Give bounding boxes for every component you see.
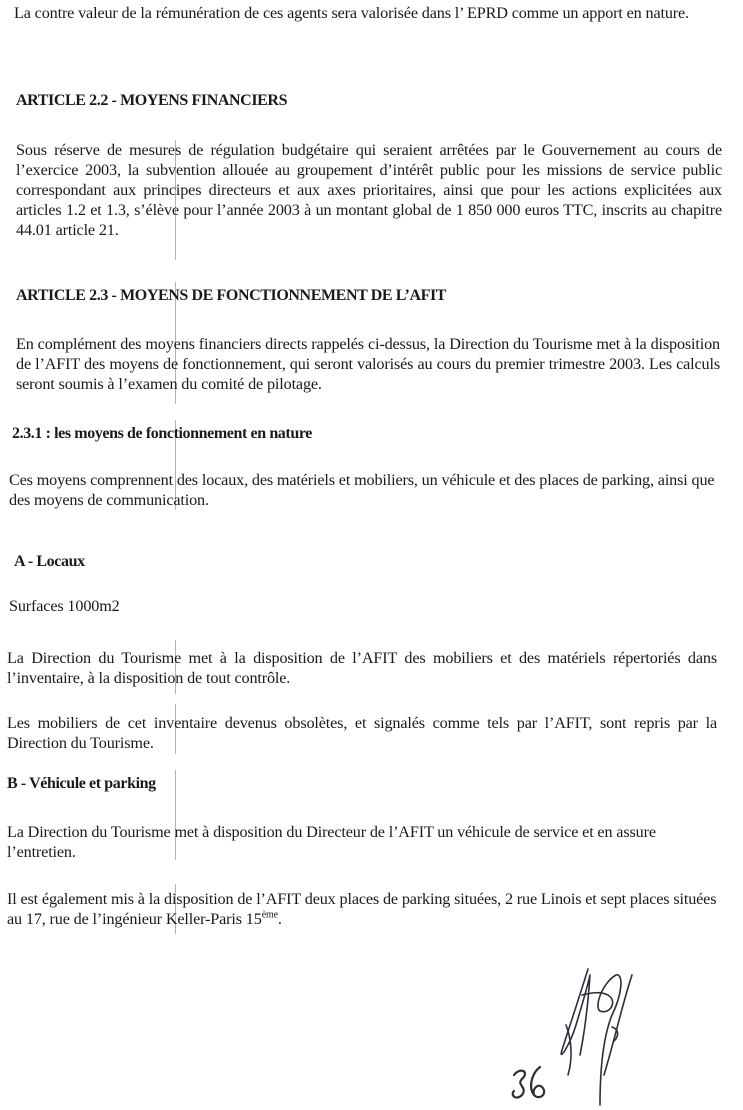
article-2-3-heading: ARTICLE 2.3 - MOYENS DE FONCTIONNEMENT DE L’AFIT <box>16 287 447 304</box>
intro-paragraph: La contre valeur de la rémunération de ces agents sera valorisée dans l’ EPRD comme un apport en nature. <box>14 4 689 22</box>
surfaces-text: Surfaces 1000m2 <box>9 597 120 615</box>
ordinal-suffix: ème <box>261 909 278 921</box>
signature-stroke <box>566 1025 571 1075</box>
page-number-handwritten <box>513 1067 544 1098</box>
parking-text: Il est également mis à la disposition de l’AFIT deux places de parking situées, 2 rue Linois et sept places situées au 17, rue de l’ingénieur Keller-Paris 15 <box>7 890 717 928</box>
signature-stroke <box>561 969 590 1055</box>
article-2-2-heading: ARTICLE 2.2 - MOYENS FINANCIERS <box>16 92 288 109</box>
parking-text-end: . <box>277 910 282 928</box>
section-a-paragraph-1: La Direction du Tourisme met à la disposition de l’AFIT des mobiliers et des matériels répertoriés dans l’inventaire, à la disposition de tout contrôle. <box>7 649 717 687</box>
article-2-3-paragraph: En complément des moyens financiers directs rappelés ci-dessus, la Direction du Tourisme met à la disposition de l’AFIT des moyens de fonctionnement, qui seront valorisés au cours du premier trimestre 2003. Les calculs seront soumis à l’examen du comité de pilotage. <box>16 335 720 393</box>
section-b-paragraph-2 <box>7 889 722 929</box>
article-2-2-paragraph: Sous réserve de mesures de régulation budgétaire qui seraient arrêtées par le Gouvernement au cours de l’exercice 2003, la subvention allouée au groupement d’intérêt public pour les missions de service public correspondant aux principes directeurs et aux axes prioritaires, ainsi que pour les actions explicitées aux articles 1.2 et 1.3, s’élève pour l’année 2003 à un montant global de 1 850 000 euros TTC, inscrits au chapitre 44.01 article 21. <box>16 141 722 239</box>
handwritten-signature <box>500 955 660 1110</box>
section-b-paragraph-1: La Direction du Tourisme met à disposition du Directeur de l’AFIT un véhicule de service et en assure l’entretien. <box>7 823 656 861</box>
section-a-paragraph-2: Les mobiliers de cet inventaire devenus obsolètes, et signalés comme tels par l’AFIT, sont repris par la Direction du Tourisme. <box>7 714 717 752</box>
section-a-heading: A - Locaux <box>14 553 85 570</box>
section-2-3-1-heading: 2.3.1 : les moyens de fonctionnement en nature <box>12 425 312 442</box>
section-2-3-1-paragraph: Ces moyens comprennent des locaux, des matériels et mobiliers, un véhicule et des places de parking, ainsi que des moyens de communication. <box>9 471 715 509</box>
section-b-heading: B - Véhicule et parking <box>7 775 156 792</box>
